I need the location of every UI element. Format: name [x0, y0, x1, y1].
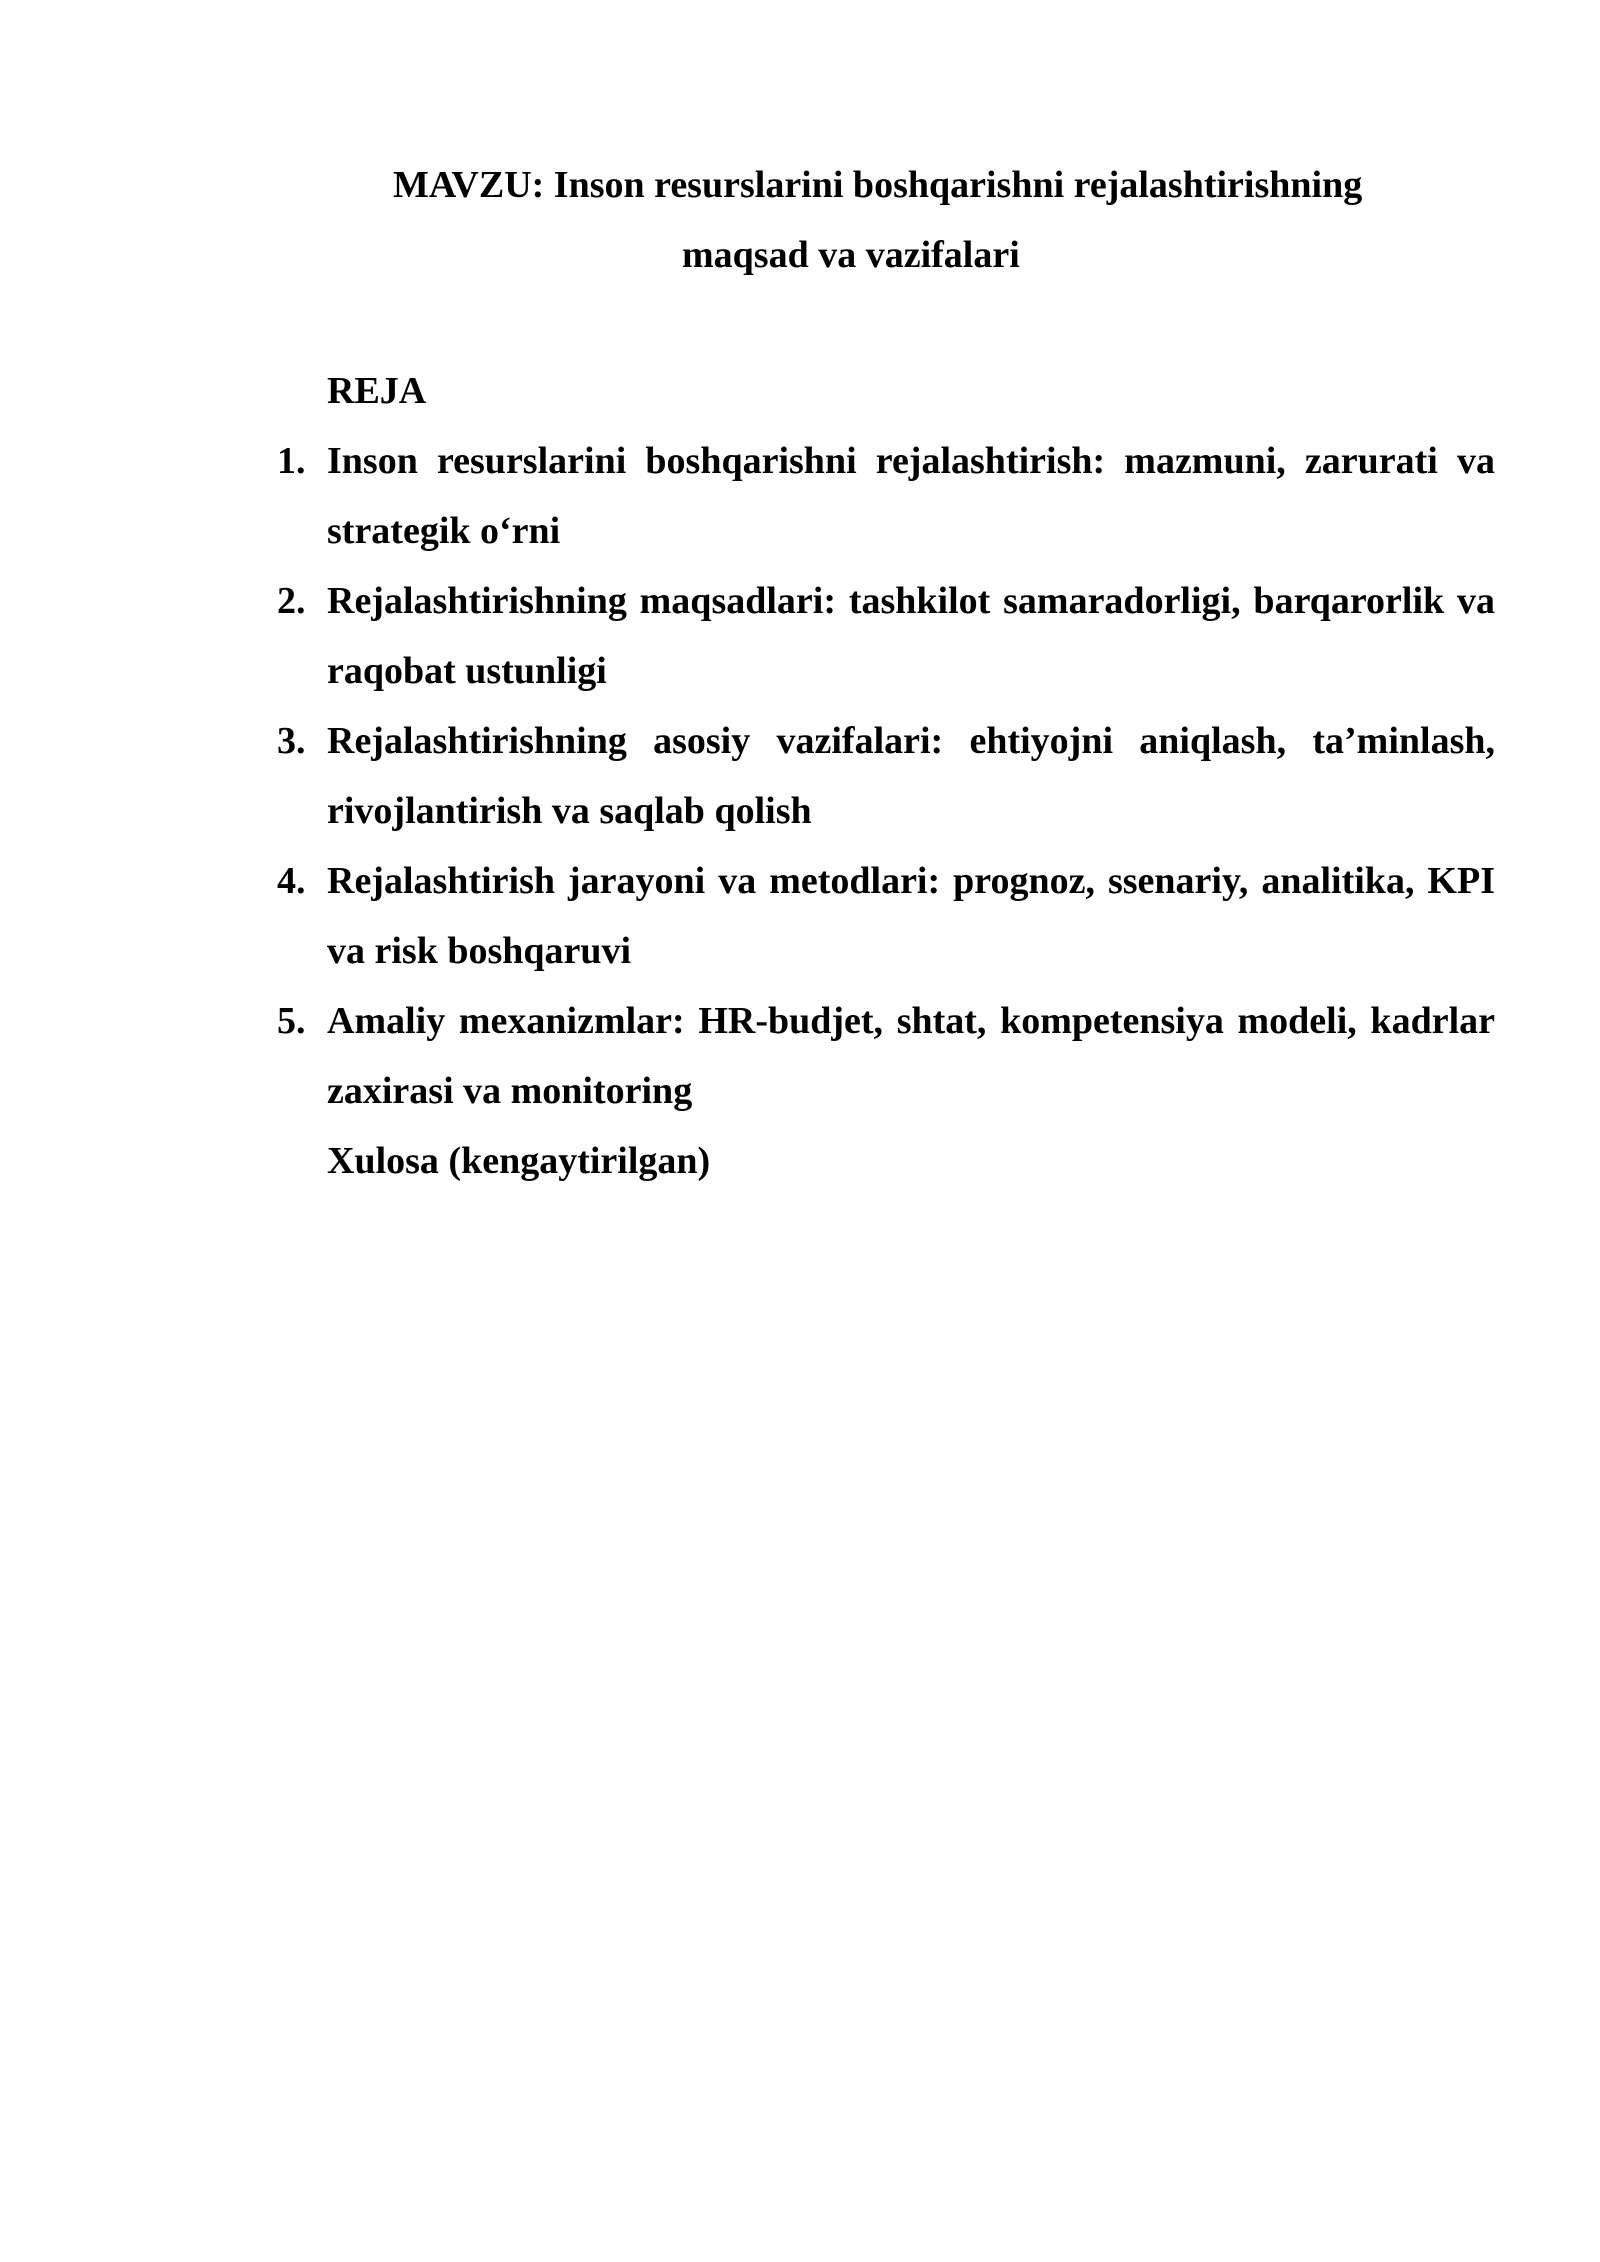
plan-item-5 [277, 986, 1495, 1126]
plan-item-number: 4. [277, 860, 306, 902]
plan-item-2 [277, 566, 1495, 706]
plan-item-number: 1. [277, 440, 306, 482]
plan-item-number: 2. [277, 580, 306, 622]
plan-item-1 [277, 426, 1495, 566]
title-line-1: MAVZU: Inson resurslarini boshqarishni rejalashtirishning [393, 164, 1363, 206]
plan-item-text: Rejalashtirishning maqsadlari: tashkilot samaradorligi, barqarorlik va raqobat ustunligi [327, 580, 1495, 692]
plan-item-number: 3. [277, 720, 306, 762]
plan-list [277, 426, 1495, 1126]
plan-section [277, 356, 1495, 1196]
title-line-2: maqsad va vazifalari [682, 234, 1020, 276]
plan-item-4 [277, 846, 1495, 986]
plan-conclusion: Xulosa (kengaytirilgan) [327, 1140, 711, 1182]
plan-item-text: Rejalashtirishning asosiy vazifalari: ehtiyojni aniqlash, ta’minlash, rivojlantirish va saqlab qolish [327, 720, 1495, 832]
plan-item-text: Inson resurslarini boshqarishni rejalashtirish: mazmuni, zarurati va strategik o‘rni [327, 440, 1495, 552]
plan-heading: REJA [327, 370, 427, 412]
plan-item-number: 5. [277, 1000, 306, 1042]
plan-item-3 [277, 706, 1495, 846]
plan-item-text: Amaliy mexanizmlar: HR-budjet, shtat, kompetensiya modeli, kadrlar zaxirasi va monitoring [327, 1000, 1495, 1112]
document-title [0, 150, 1600, 290]
plan-item-text: Rejalashtirish jarayoni va metodlari: prognoz, ssenariy, analitika, KPI va risk boshqaruvi [327, 860, 1495, 972]
